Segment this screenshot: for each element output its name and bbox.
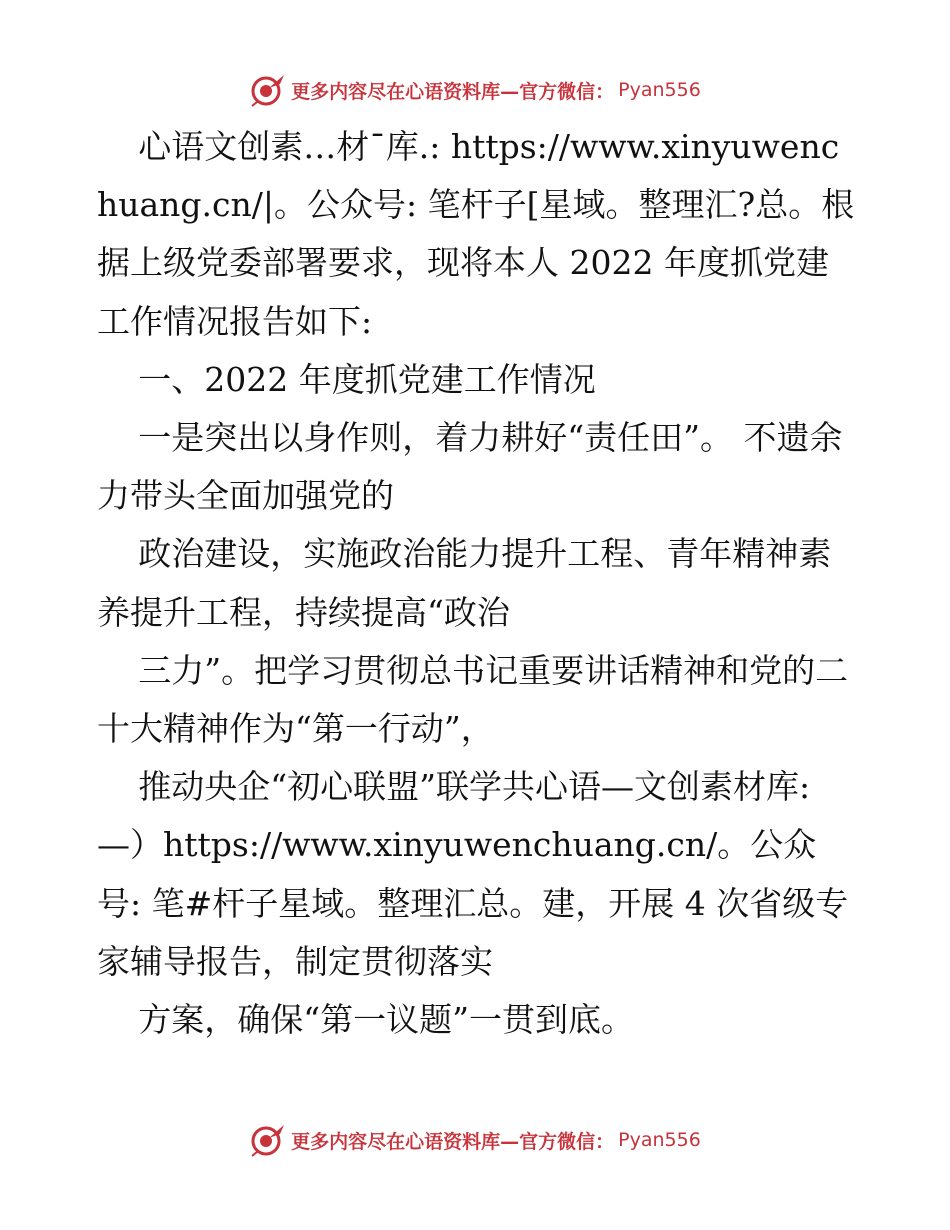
paragraph: 一是突出以身作则，着力耕好“责任田”。 不遗余力带头全面加强党的	[97, 418, 843, 516]
banner-wechat-id: Pyan556	[618, 1129, 701, 1151]
quill-pen-circle-logo-icon	[249, 1122, 287, 1158]
banner-text: 更多内容尽在心语资料库—官方微信：	[291, 1130, 615, 1153]
document-body	[97, 118, 857, 1049]
paragraph: 政治建设，实施政治能力提升工程、青年精神素养提升工程，持续提高“政治	[97, 534, 832, 632]
quill-pen-circle-logo-icon	[249, 72, 287, 108]
header-watermark-banner	[0, 70, 950, 110]
footer-watermark-banner	[0, 1120, 950, 1160]
banner-wechat-id: Pyan556	[618, 79, 701, 101]
banner-text: 更多内容尽在心语资料库—官方微信：	[291, 80, 615, 103]
paragraph: 心语文创素…材¯库.: https://www.xinyuwenchuang.cn/|。公众号: 笔杆子[星域。整理汇?总。根据上级党委部署要求，现将本人 2022 年度抓党建工作情况报告如下:	[97, 127, 855, 341]
paragraph: 三力”。把学习贯彻总书记重要讲话精神和党的二十大精神作为“第一行动”，	[97, 650, 849, 749]
section-heading: 一、2022 年度抓党建工作情况	[138, 359, 596, 399]
paragraph: 方案，确保“第一议题”一贯到底。	[138, 1000, 634, 1040]
paragraph: 推动央企“初心联盟”联学共心语—文创素材库: —）https://www.xinyuwenchuang.cn/。公众号: 笔#杆子星域。整理汇总。建，开展 4 次省级专家辅导报告，制定贯彻落实	[97, 767, 849, 981]
